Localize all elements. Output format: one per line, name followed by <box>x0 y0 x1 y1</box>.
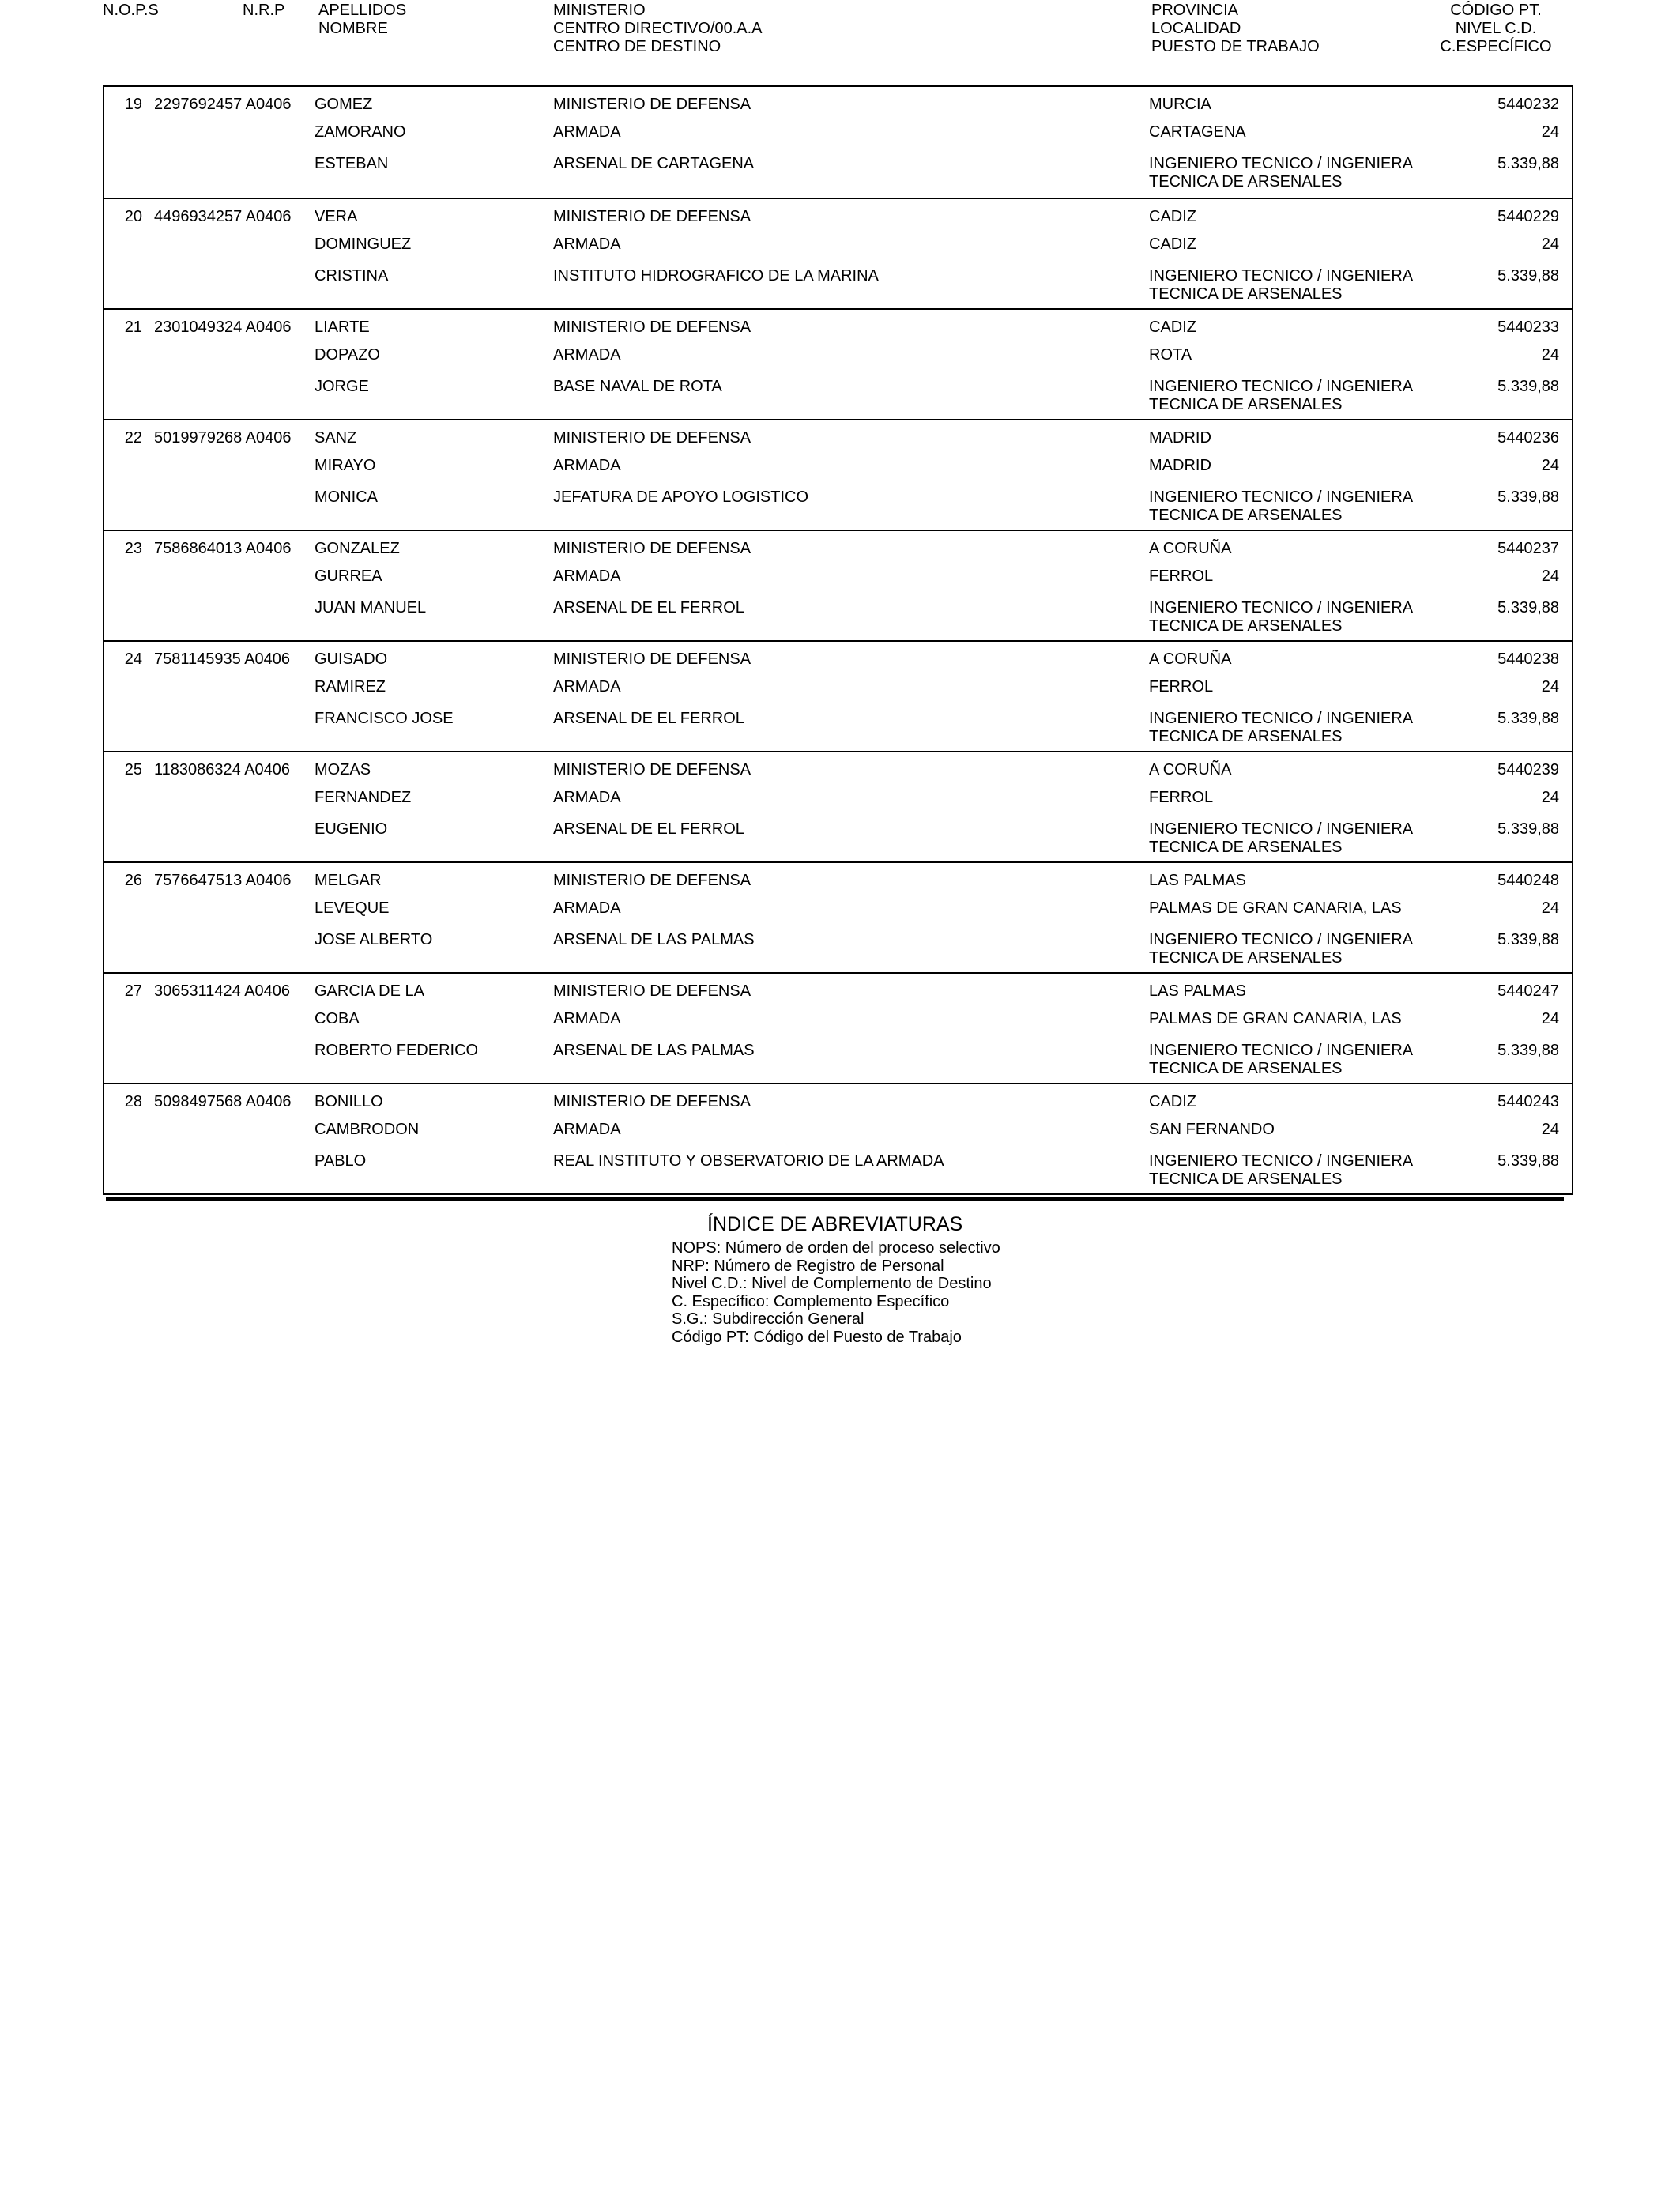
record-nivel: 24 <box>1541 678 1559 696</box>
record-codigo: 5440237 <box>1497 540 1559 557</box>
record-ministerio: MINISTERIO DE DEFENSA <box>553 982 751 1000</box>
record-puesto-line2: TECNICA DE ARSENALES <box>1149 1171 1343 1188</box>
record-puesto-line2: TECNICA DE ARSENALES <box>1149 1060 1343 1077</box>
record-centro-directivo: ARMADA <box>553 457 621 474</box>
record-especifico: 5.339,88 <box>1497 710 1559 727</box>
header-nombre-label: NOMBRE <box>318 20 388 37</box>
record-nops: 24 <box>124 650 142 668</box>
record-nops: 19 <box>124 96 142 113</box>
record-centro-directivo: ARMADA <box>553 789 621 806</box>
record-localidad: SAN FERNANDO <box>1149 1121 1275 1138</box>
record-codigo: 5440239 <box>1497 761 1559 778</box>
record-puesto-line1: INGENIERO TECNICO / INGENIERA <box>1149 267 1414 285</box>
table-row <box>104 419 1572 530</box>
record-centro-directivo: ARMADA <box>553 123 621 141</box>
record-ministerio: MINISTERIO DE DEFENSA <box>553 650 751 668</box>
records-table <box>103 85 1573 1195</box>
table-row <box>104 640 1572 751</box>
table-row <box>104 530 1572 640</box>
record-nivel: 24 <box>1541 789 1559 806</box>
record-ministerio: MINISTERIO DE DEFENSA <box>553 1093 751 1110</box>
record-ministerio: MINISTERIO DE DEFENSA <box>553 96 751 113</box>
record-especifico: 5.339,88 <box>1497 820 1559 838</box>
record-centro-directivo: ARMADA <box>553 236 621 253</box>
record-nivel: 24 <box>1541 1010 1559 1027</box>
record-nivel: 24 <box>1541 123 1559 141</box>
record-puesto <box>1149 155 1413 191</box>
record-nombre: EUGENIO <box>315 820 388 838</box>
record-centro-directivo: ARMADA <box>553 678 621 696</box>
table-row <box>104 972 1572 1083</box>
record-provincia: CADIZ <box>1149 1093 1196 1110</box>
record-centro-destino: ARSENAL DE EL FERROL <box>553 710 744 727</box>
record-ministerio: MINISTERIO DE DEFENSA <box>553 208 751 225</box>
record-nrp: 7576647513 A0406 <box>154 872 292 889</box>
record-puesto <box>1149 931 1413 967</box>
record-provincia: MURCIA <box>1149 96 1211 113</box>
record-apellido2: DOMINGUEZ <box>315 236 412 253</box>
record-ministerio: MINISTERIO DE DEFENSA <box>553 761 751 778</box>
record-provincia: LAS PALMAS <box>1149 872 1247 889</box>
record-centro-destino: ARSENAL DE LAS PALMAS <box>553 1042 755 1059</box>
record-puesto <box>1149 1152 1413 1189</box>
record-codigo: 5440229 <box>1497 208 1559 225</box>
record-nivel: 24 <box>1541 567 1559 585</box>
header-nrp <box>243 2 284 20</box>
record-apellido2: COBA <box>315 1010 360 1027</box>
record-puesto-line1: INGENIERO TECNICO / INGENIERA <box>1149 1152 1414 1170</box>
header-centro-directivo-label: CENTRO DIRECTIVO/00.A.A <box>553 20 763 37</box>
record-nrp: 7586864013 A0406 <box>154 540 292 557</box>
record-apellido1: GARCIA DE LA <box>315 982 424 1000</box>
table-row <box>104 751 1572 861</box>
header-especifico-label: C.ESPECÍFICO <box>1440 38 1552 55</box>
record-centro-directivo: ARMADA <box>553 346 621 364</box>
record-puesto <box>1149 1042 1413 1078</box>
record-centro-directivo: ARMADA <box>553 899 621 917</box>
record-localidad: FERROL <box>1149 678 1214 696</box>
record-provincia: A CORUÑA <box>1149 761 1232 778</box>
record-apellido1: GUISADO <box>315 650 388 668</box>
record-nrp: 2301049324 A0406 <box>154 319 292 336</box>
header-nrp-label: N.R.P <box>243 2 285 19</box>
record-nops: 21 <box>124 319 142 336</box>
record-nrp: 7581145935 A0406 <box>154 650 291 668</box>
record-codigo: 5440243 <box>1497 1093 1559 1110</box>
record-puesto-line1: INGENIERO TECNICO / INGENIERA <box>1149 488 1414 506</box>
record-provincia: LAS PALMAS <box>1149 982 1247 1000</box>
record-codigo: 5440238 <box>1497 650 1559 668</box>
record-puesto <box>1149 267 1413 303</box>
record-provincia: A CORUÑA <box>1149 650 1232 668</box>
header-provincia <box>1151 2 1320 56</box>
header-provincia-label: PROVINCIA <box>1151 2 1239 19</box>
record-provincia: CADIZ <box>1149 208 1196 225</box>
record-nombre: ESTEBAN <box>315 155 389 172</box>
record-centro-destino: BASE NAVAL DE ROTA <box>553 378 722 395</box>
record-apellido1: GOMEZ <box>315 96 373 113</box>
record-nombre: JUAN MANUEL <box>315 599 427 616</box>
record-nombre: FRANCISCO JOSE <box>315 710 454 727</box>
table-row <box>104 861 1572 972</box>
record-ministerio: MINISTERIO DE DEFENSA <box>553 429 751 447</box>
record-nrp: 1183086324 A0406 <box>154 761 291 778</box>
record-puesto-line2: TECNICA DE ARSENALES <box>1149 396 1343 413</box>
record-apellido2: MIRAYO <box>315 457 376 474</box>
record-localidad: FERROL <box>1149 789 1214 806</box>
record-especifico: 5.339,88 <box>1497 1152 1559 1170</box>
record-centro-directivo: ARMADA <box>553 1121 621 1138</box>
table-row <box>104 87 1572 198</box>
record-especifico: 5.339,88 <box>1497 267 1559 285</box>
record-nrp: 4496934257 A0406 <box>154 208 292 225</box>
record-especifico: 5.339,88 <box>1497 378 1559 395</box>
record-localidad: ROTA <box>1149 346 1192 364</box>
header-nops <box>103 2 159 20</box>
header-codigo-label: CÓDIGO PT. <box>1450 2 1542 19</box>
record-puesto-line2: TECNICA DE ARSENALES <box>1149 507 1343 524</box>
record-nivel: 24 <box>1541 899 1559 917</box>
table-bottom-rule <box>106 1197 1564 1201</box>
record-centro-destino: INSTITUTO HIDROGRAFICO DE LA MARINA <box>553 267 879 285</box>
record-nrp: 5019979268 A0406 <box>154 429 292 447</box>
record-localidad: CADIZ <box>1149 236 1196 253</box>
record-codigo: 5440232 <box>1497 96 1559 113</box>
record-nombre: JORGE <box>315 378 369 395</box>
record-puesto-line1: INGENIERO TECNICO / INGENIERA <box>1149 378 1414 395</box>
record-nops: 27 <box>124 982 142 1000</box>
record-localidad: CARTAGENA <box>1149 123 1246 141</box>
record-nrp: 3065311424 A0406 <box>154 982 291 1000</box>
record-nombre: MONICA <box>315 488 378 506</box>
record-especifico: 5.339,88 <box>1497 931 1559 948</box>
record-nombre: PABLO <box>315 1152 367 1170</box>
header-centro-destino-label: CENTRO DE DESTINO <box>553 38 721 55</box>
record-especifico: 5.339,88 <box>1497 155 1559 172</box>
record-puesto-line2: TECNICA DE ARSENALES <box>1149 173 1343 190</box>
record-puesto-line1: INGENIERO TECNICO / INGENIERA <box>1149 155 1414 172</box>
record-apellido2: RAMIREZ <box>315 678 386 696</box>
record-nivel: 24 <box>1541 236 1559 253</box>
header-codigo <box>1437 2 1555 56</box>
record-nombre: JOSE ALBERTO <box>315 931 433 948</box>
record-provincia: CADIZ <box>1149 319 1196 336</box>
record-centro-destino: REAL INSTITUTO Y OBSERVATORIO DE LA ARMADA <box>553 1152 944 1170</box>
record-centro-destino: JEFATURA DE APOYO LOGISTICO <box>553 488 809 506</box>
record-codigo: 5440247 <box>1497 982 1559 1000</box>
record-localidad: FERROL <box>1149 567 1214 585</box>
record-apellido2: DOPAZO <box>315 346 380 364</box>
record-ministerio: MINISTERIO DE DEFENSA <box>553 540 751 557</box>
record-centro-destino: ARSENAL DE EL FERROL <box>553 599 744 616</box>
record-puesto-line2: TECNICA DE ARSENALES <box>1149 617 1343 635</box>
legend-item: NOPS: Número de orden del proceso selectivo <box>672 1239 1000 1257</box>
record-nops: 26 <box>124 872 142 889</box>
record-centro-directivo: ARMADA <box>553 1010 621 1027</box>
legend-item: C. Específico: Complemento Específico <box>672 1292 950 1310</box>
legend-item: Código PT: Código del Puesto de Trabajo <box>672 1328 962 1346</box>
record-nrp: 2297692457 A0406 <box>154 96 292 113</box>
header-names <box>318 2 406 38</box>
record-centro-destino: ARSENAL DE CARTAGENA <box>553 155 755 172</box>
record-codigo: 5440248 <box>1497 872 1559 889</box>
record-nops: 28 <box>124 1093 142 1110</box>
record-especifico: 5.339,88 <box>1497 599 1559 616</box>
record-apellido1: MOZAS <box>315 761 371 778</box>
record-puesto-line2: TECNICA DE ARSENALES <box>1149 285 1343 303</box>
record-puesto-line2: TECNICA DE ARSENALES <box>1149 949 1343 967</box>
record-provincia: A CORUÑA <box>1149 540 1232 557</box>
record-apellido2: GURREA <box>315 567 382 585</box>
header-ministerio-label: MINISTERIO <box>553 2 646 19</box>
table-row <box>104 198 1572 308</box>
record-puesto-line1: INGENIERO TECNICO / INGENIERA <box>1149 710 1414 727</box>
record-puesto-line1: INGENIERO TECNICO / INGENIERA <box>1149 820 1414 838</box>
record-nops: 25 <box>124 761 142 778</box>
record-puesto-line2: TECNICA DE ARSENALES <box>1149 728 1343 745</box>
record-puesto <box>1149 599 1413 635</box>
table-row <box>104 1083 1572 1193</box>
record-nivel: 24 <box>1541 457 1559 474</box>
record-localidad: PALMAS DE GRAN CANARIA, LAS <box>1149 899 1402 917</box>
header-localidad-label: LOCALIDAD <box>1151 20 1241 37</box>
record-especifico: 5.339,88 <box>1497 1042 1559 1059</box>
header-apellidos-label: APELLIDOS <box>318 2 407 19</box>
header-puesto-label: PUESTO DE TRABAJO <box>1151 38 1320 55</box>
record-codigo: 5440233 <box>1497 319 1559 336</box>
record-apellido2: CAMBRODON <box>315 1121 420 1138</box>
record-codigo: 5440236 <box>1497 429 1559 447</box>
record-puesto-line1: INGENIERO TECNICO / INGENIERA <box>1149 931 1414 948</box>
record-ministerio: MINISTERIO DE DEFENSA <box>553 872 751 889</box>
record-apellido1: GONZALEZ <box>315 540 400 557</box>
record-centro-destino: ARSENAL DE EL FERROL <box>553 820 744 838</box>
record-apellido1: SANZ <box>315 429 357 447</box>
record-apellido2: ZAMORANO <box>315 123 406 141</box>
record-nombre: ROBERTO FEDERICO <box>315 1042 479 1059</box>
record-ministerio: MINISTERIO DE DEFENSA <box>553 319 751 336</box>
record-centro-destino: ARSENAL DE LAS PALMAS <box>553 931 755 948</box>
record-centro-directivo: ARMADA <box>553 567 621 585</box>
record-puesto <box>1149 820 1413 857</box>
legend-item: Nivel C.D.: Nivel de Complemento de Destino <box>672 1275 992 1292</box>
record-localidad: PALMAS DE GRAN CANARIA, LAS <box>1149 1010 1402 1027</box>
table-row <box>104 308 1572 419</box>
record-nops: 20 <box>124 208 142 225</box>
record-apellido2: LEVEQUE <box>315 899 390 917</box>
record-apellido1: MELGAR <box>315 872 382 889</box>
legend-list <box>672 1239 1000 1346</box>
record-nombre: CRISTINA <box>315 267 389 285</box>
legend-item: S.G.: Subdirección General <box>672 1310 864 1328</box>
record-puesto <box>1149 488 1413 525</box>
record-apellido1: VERA <box>315 208 358 225</box>
record-apellido1: BONILLO <box>315 1093 383 1110</box>
record-nivel: 24 <box>1541 1121 1559 1138</box>
record-nops: 22 <box>124 429 142 447</box>
header-nivel-label: NIVEL C.D. <box>1455 20 1537 37</box>
record-puesto-line2: TECNICA DE ARSENALES <box>1149 839 1343 856</box>
record-puesto <box>1149 378 1413 414</box>
record-localidad: MADRID <box>1149 457 1211 474</box>
legend-item: NRP: Número de Registro de Personal <box>672 1257 944 1275</box>
record-especifico: 5.339,88 <box>1497 488 1559 506</box>
record-nivel: 24 <box>1541 346 1559 364</box>
record-puesto <box>1149 710 1413 746</box>
legend-title: ÍNDICE DE ABREVIATURAS <box>707 1213 963 1235</box>
header-ministerio <box>553 2 763 56</box>
record-apellido1: LIARTE <box>315 319 370 336</box>
record-puesto-line1: INGENIERO TECNICO / INGENIERA <box>1149 1042 1414 1059</box>
abbreviations-index <box>672 1211 1000 1346</box>
record-nops: 23 <box>124 540 142 557</box>
record-provincia: MADRID <box>1149 429 1211 447</box>
record-apellido2: FERNANDEZ <box>315 789 412 806</box>
record-puesto-line1: INGENIERO TECNICO / INGENIERA <box>1149 599 1414 616</box>
record-nrp: 5098497568 A0406 <box>154 1093 292 1110</box>
header-nops-label: N.O.P.S <box>103 2 159 19</box>
